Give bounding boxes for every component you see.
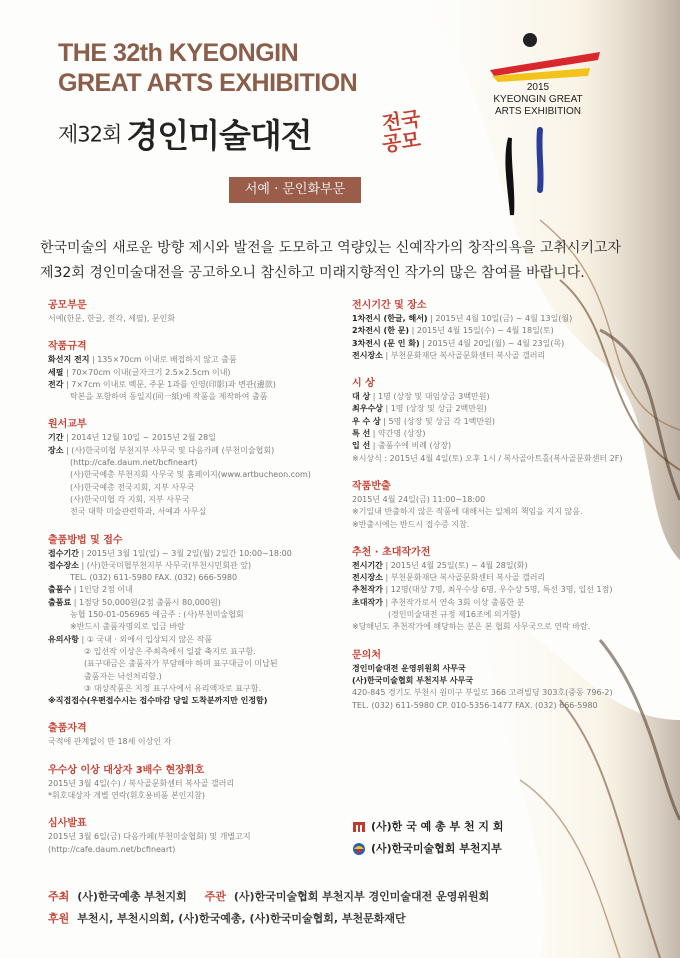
- heading-category: 공모부문: [48, 300, 87, 311]
- org-yechong: (사)한 국 예 총 부 천 지 회: [352, 818, 504, 834]
- heading-awards: 시 상: [352, 378, 375, 390]
- heading-judging: 심사발표: [48, 818, 87, 830]
- intro-paragraph: 한국미술의 새로운 방향 제시와 발전을 도모하고 역량있는 신예작가의 창작의욕을 고취시키고자 제32회 경인미술대전을 공고하오니 참신하고 미래지향적인 작가의 많은 참여를 바랍니다.: [40, 240, 622, 281]
- right-column: 전시기간 및 장소 1차전시 (한글, 해서) | 2015년 4월 10일(금) ~ 4월 13일(월) 2차전시 (한 문) | 2015년 4월 15일(수) ~ 4월 18일(토) 3차전시 (문 인 화) | 2015년 4월 20일(월) ~ 4월 23일(목) 전시장소 | 부천문화재단 복사골문화센터 복사골 갤러리 시 상 대 상 | 1명 (상장 및 대임상금 3백만원) 최우수상 | 1명 (상장 및 상금 2백만원) 우 수 상 | 5명 (상장 및 상금 각 1백만원) 특 선 | 약간명 (상장) 입 선 | 출품수에 비례 (상장) ※시상식 : 2015년 4월 4일(토) 오후 1시 / 복사골아트홀(복사골문화센터 2F) 작품반출 2015년 4월 24일(금) 11:00~18:00 ※기일내 반출하지 않은 작품에 대해서는 일체의 책임을 지지 않음. ※반출시에는 반드시 접수증 지참. 추천 · 초대작가전 전시기간 | 2015년 4월 25일(토) ~ 4월 28일(화) 전시장소 | 부천문화재단 복사골문화센터 복사골 갤러리 추천작가 | 12명(대상 7명, 최우수상 6명, 우수상 5명, 특선 3명, 입선 1점) 초대작가 | 추천작가로서 연속 3회 이상 출품한 분 (경인미술대전 규정 제16조에 의거함) ※당해년도 추천작가에 해당하는 분은 본 협회 사무국으로 연락 바람. 문의처 경인미술대전 운영위원회 사무국 (사)한국미술협회 부천지부 사무국 420-845 경기도 부천시 원미구 부일로 366 고려빌딩 303호(중동 796-2) TEL. (032) 611-5980 CP. 010-5356-1477 FAX. (032) 666-5980: [352, 298, 652, 712]
- logo-caption: 2015 KYEONGIN GREAT ARTS EXHIBITION: [493, 82, 583, 117]
- heading-contact: 문의처: [352, 649, 381, 661]
- footer-host: 주최 (사)한국예총 부천지회 주관 (사)한국미술협회 부천지부 경인미술대전 운영위원회: [48, 890, 490, 903]
- nationwide-stamp: 전국 공모: [380, 106, 423, 157]
- korean-title: 제32회 경인미술대전: [58, 116, 312, 155]
- org-art-association: (사)한국미술협회 부천지부: [352, 840, 502, 856]
- left-column: 공모부문 서예(한문, 한글, 전각, 세필), 문인화 작품규격 화선지 전지 | 135×70cm 이내로 배접하지 않고 출품 세필 | 70×70cm 이내(글자크기 2.5×2.5cm 이내) 전각 | 7×7cm 이내로 백문, 주문 1과를 인영(印影)과 변관(邊款) 탁본을 포함하여 동일지(同一紙)에 작품을 제작하여 출품 원서교부 기간 | 2014년 12월 10일 ~ 2015년 2월 28일 장소 | (사)한국미협 부천지부 사무국 및 다음카페 (부천미술협회) (http://cafe.daum.net/bcfineart) (사)한국예총 부천지회 사무국 및 홈페이지(www.artbucheon.com) (사)한국예총 전국지회, 지부 사무국 (사)한국미협 각 지회, 지부 사무국 전국 대학 미술관련학과, 서예과 사무실 출품방법 및 접수 접수기간 | 2015년 3월 1일(일) ~ 3월 2일(월) 2일간 10:00~18:00 접수장소 | (사)한국미협부천지부 사무국(부천시민회관 앞) TEL. (032) 611-5980 FAX. (032) 666-5980 출품수 | 1인당 2점 이내 출품료 | 1점당 50,000원(2점 출품시 80,000원) 농협 150-01-056965 예금주 : (사)부천미술협회 ※반드시 출품자명의로 입금 바람 유의사항 | ① 국내 · 외에서 입상되지 않은 작품 ② 입선작 이상은 주최측에서 일괄 축지로 표구함. (표구대금은 출품자가 부담해야 하며 표구대금이 미납된 출품자는 낙선처리함.) ③ 대상작품은 지정 표구사에서 유리액자로 표구함. ※직접접수(우편접수시는 접수마감 당일 도착분까지만 인정함) 출품자격 국적에 관계없이 만 18세 이상인 자 우수상 이상 대상자 3배수 현장휘호 2015년 3월 4일(수) / 복사골문화센터 복사골 갤러리 *휘호대상자 개별 연락(휘호용비품 본인지참) 심사발표 2015년 3월 6일(금) 다음카페(부천미술협회) 및 개별고지 (http://cafe.daum.net/bcfineart): [48, 298, 338, 856]
- heading-return: 작품반출: [352, 480, 391, 492]
- art-association-logo-icon: [352, 842, 366, 856]
- heading-live-calligraphy: 우수상 이상 대상자 3배수 현장휘호: [48, 764, 205, 776]
- yechong-logo-icon: [352, 820, 366, 834]
- heading-eligibility: 출품자격: [48, 723, 87, 735]
- heading-application: 원서교부: [48, 419, 87, 431]
- english-title: THE 32th KYEONGIN GREAT ARTS EXHIBITION: [58, 39, 358, 97]
- heading-exhibition: 전시기간 및 장소: [352, 300, 427, 311]
- section-tag: 서예 · 문인화부문: [229, 177, 361, 203]
- heading-invited-artists: 추천 · 초대작가전: [352, 546, 431, 558]
- heading-size: 작품규격: [48, 341, 87, 353]
- exhibition-logo-icon: [470, 30, 610, 230]
- footer-sponsor: 후원 부천시, 부천시의회, (사)한국예총, (사)한국미술협회, 부천문화재단: [48, 912, 406, 925]
- heading-submission: 출품방법 및 접수: [48, 534, 123, 546]
